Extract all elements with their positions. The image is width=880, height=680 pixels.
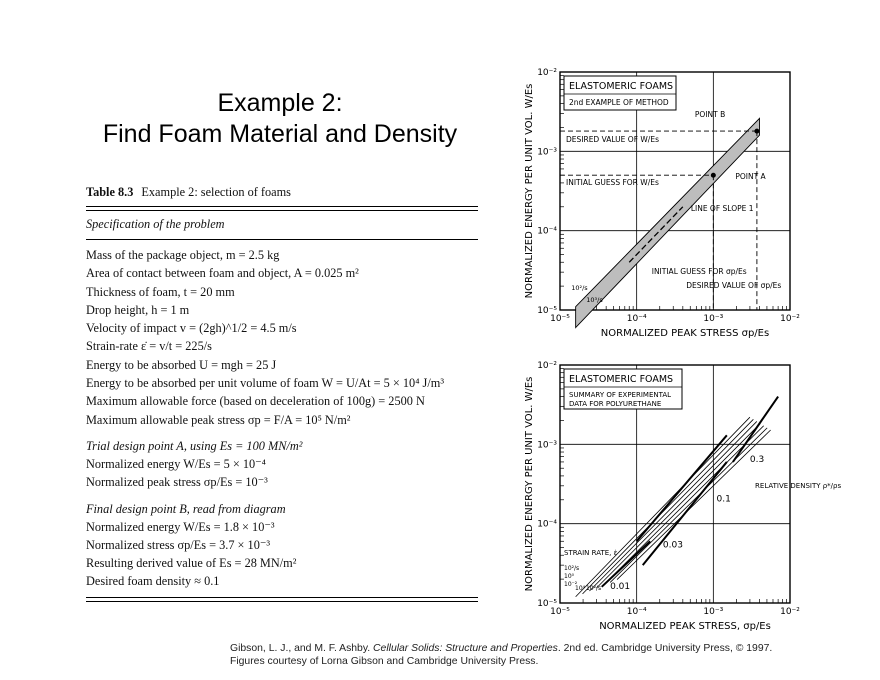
table-row: Normalized stress σp/Es = 3.7 × 10⁻³ xyxy=(86,537,271,552)
density-label-0-1: 0.1 xyxy=(716,494,731,505)
strain-rate-curve xyxy=(583,419,754,594)
table-bottom-rule xyxy=(86,597,478,602)
table-row: Desired foam density ≈ 0.1 xyxy=(86,574,220,589)
credit-book-title: Cellular Solids: Structure and Properties xyxy=(373,643,558,654)
y-axis-label: NORMALIZED ENERGY PER UNIT VOL. W/Es xyxy=(524,376,535,592)
chart-polyurethane-summary xyxy=(518,355,842,635)
y-tick-label: 10⁻³ xyxy=(537,440,557,451)
x-axis-label: NORMALIZED PEAK STRESS, σp/Es xyxy=(599,621,771,632)
density-envelope-line xyxy=(733,397,778,462)
y-tick-label: 10⁻³ xyxy=(537,147,557,158)
chart-subtitle: SUMMARY OF EXPERIMENTAL xyxy=(569,391,672,399)
strain-rate-value: 10⁰ xyxy=(564,573,575,581)
x-axis-label: NORMALIZED PEAK STRESS σp/Es xyxy=(600,328,770,339)
title-line-2: Find Foam Material and Density xyxy=(102,120,458,148)
table-row: Area of contact between foam and object, A = 0.025 m² xyxy=(86,266,359,281)
figure-credit xyxy=(230,642,790,668)
chart-title: ELASTOMERIC FOAMS xyxy=(569,374,674,385)
rate-label-low: 10³/s xyxy=(586,296,603,304)
desired-stress-label: DESIRED VALUE OF σp/Es xyxy=(686,281,782,290)
chart-subtitle: DATA FOR POLYURETHANE xyxy=(569,400,662,408)
table-row: Maximum allowable force (based on deceleration of 100g) = 2500 N xyxy=(86,394,425,409)
table-row: Normalized energy W/Es = 5 × 10⁻⁴ xyxy=(86,456,266,471)
table-row: Energy to be absorbed per unit volume of foam W = U/At = 5 × 10⁴ J/m³ xyxy=(86,376,445,391)
table-row: Velocity of impact v = (2gh)^1/2 = 4.5 m/s xyxy=(86,321,297,336)
y-tick-label: 10⁻² xyxy=(537,361,557,371)
x-tick-label: 10⁻⁴ xyxy=(626,314,647,324)
guess-energy-label: INITIAL GUESS FOR W/Es xyxy=(566,178,659,188)
point-a-marker xyxy=(711,173,716,178)
chart-subtitle: 2nd EXAMPLE OF METHOD xyxy=(569,98,669,107)
table-row: Drop height, h = 1 m xyxy=(86,302,190,317)
x-tick-label: 10⁻⁵ xyxy=(550,314,570,324)
table-row: Thickness of foam, t = 20 mm xyxy=(86,284,235,299)
strain-rate-curve xyxy=(610,428,767,583)
credit-authors: Gibson, L. J., and M. F. Ashby. xyxy=(230,643,374,654)
strain-rate-label: STRAIN RATE, ε̇ xyxy=(564,549,618,558)
title-line-1: Example 2: xyxy=(217,89,343,117)
rate-label-high: 10²/s xyxy=(571,284,588,292)
point-a-label: POINT A xyxy=(735,172,766,182)
table-row: Mass of the package object, m = 2.5 kg xyxy=(86,248,280,262)
strain-rate-value: 10⁻² xyxy=(564,581,578,589)
point-b-marker xyxy=(754,129,759,134)
chart-design-method xyxy=(518,62,808,342)
spec-rows xyxy=(86,246,478,429)
table-caption-text: Example 2: selection of foams xyxy=(141,185,291,199)
strain-rate-value: 10⁴ xyxy=(575,585,586,593)
table-top-rule xyxy=(86,206,478,211)
heading-rule xyxy=(86,239,478,240)
slope-label: LINE OF SLOPE 1 xyxy=(690,203,754,213)
slope-one-line xyxy=(629,207,683,262)
credit-publisher: . 2nd ed. Cambridge University Press, © 1997. Figures courtesy of Lorna Gibson and Cambridge University Press. xyxy=(230,643,773,667)
desired-energy-label: DESIRED VALUE OF W/Es xyxy=(566,135,659,145)
strain-rate-value: 10²/s xyxy=(586,585,602,593)
spec-heading: Specification of the problem xyxy=(86,217,225,231)
table-row: Normalized peak stress σp/Es = 10⁻³ xyxy=(86,475,268,490)
y-tick-label: 10⁻⁵ xyxy=(537,306,557,316)
strain-rate-curve xyxy=(603,426,763,586)
strain-rate-curve xyxy=(596,424,760,589)
x-tick-label: 10⁻⁴ xyxy=(626,607,647,617)
point-b-label: POINT B xyxy=(694,110,726,120)
density-envelope-line xyxy=(643,462,727,565)
density-label-0-01: 0.01 xyxy=(610,582,631,593)
table-number: Table 8.3 xyxy=(86,185,134,199)
relative-density-label: RELATIVE DENSITY ρ*/ρs xyxy=(755,481,842,490)
trial-heading: Trial design point A, using Es = 100 MN/m² xyxy=(86,438,303,453)
final-heading: Final design point B, read from diagram xyxy=(86,501,286,516)
density-label-0-03: 0.03 xyxy=(662,540,683,551)
table-caption xyxy=(86,184,478,200)
x-tick-label: 10⁻² xyxy=(780,607,800,617)
y-tick-label: 10⁻⁴ xyxy=(537,226,557,237)
table-row: Maximum allowable peak stress σp = F/A = 10⁵ N/m² xyxy=(86,412,351,427)
strain-rate-curve xyxy=(589,421,756,591)
table-row: Normalized energy W/Es = 1.8 × 10⁻³ xyxy=(86,519,275,534)
x-tick-label: 10⁻³ xyxy=(703,607,724,617)
density-label-0-3: 0.3 xyxy=(749,454,765,465)
chart-title: ELASTOMERIC FOAMS xyxy=(569,81,674,92)
selection-table xyxy=(86,184,478,606)
y-tick-label: 10⁻⁴ xyxy=(537,519,557,530)
x-tick-label: 10⁻² xyxy=(780,314,800,324)
slide-title xyxy=(60,88,500,150)
y-tick-label: 10⁻⁵ xyxy=(537,599,557,609)
y-tick-label: 10⁻² xyxy=(537,68,557,78)
table-row: Resulting derived value of Es = 28 MN/m² xyxy=(86,556,297,571)
guess-stress-label: INITIAL GUESS FOR σp/Es xyxy=(651,267,747,276)
table-row: Energy to be absorbed U = mgh = 25 J xyxy=(86,357,277,372)
table-row: Strain-rate ε̇ = v/t = 225/s xyxy=(86,339,212,354)
y-axis-label: NORMALIZED ENERGY PER UNIT VOL. W/Es xyxy=(524,83,535,299)
x-tick-label: 10⁻³ xyxy=(703,314,724,324)
x-tick-label: 10⁻⁵ xyxy=(550,607,570,617)
strain-rate-value: 10²/s xyxy=(564,565,580,573)
strain-rate-curve xyxy=(617,430,771,580)
